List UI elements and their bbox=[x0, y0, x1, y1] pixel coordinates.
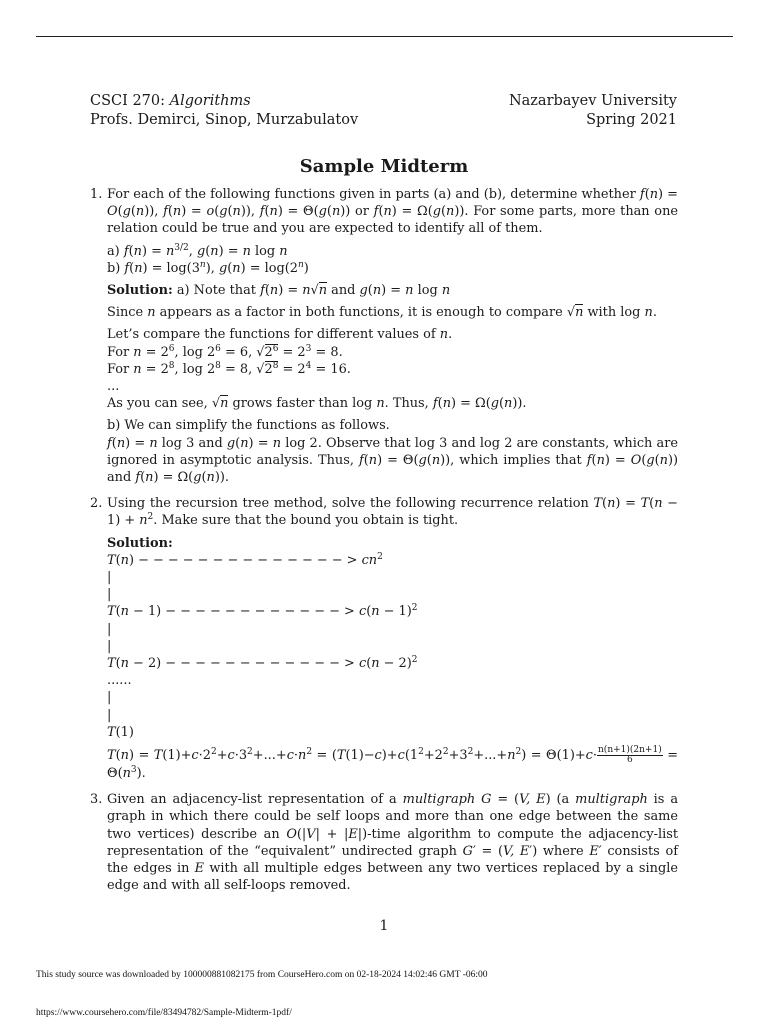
tree-level: T(n) − − − − − − − − − − − − − − > $cn^2$ bbox=[107, 551, 383, 568]
course-header bbox=[90, 92, 358, 130]
tree-level: T(1) bbox=[107, 724, 134, 740]
tree-level: T(n − 1) − − − − − − − − − − − − > $c(n - 1)^2$ bbox=[107, 603, 418, 620]
course-name: Algorithms bbox=[169, 93, 251, 109]
tree-edge: | bbox=[107, 707, 112, 723]
question-1 bbox=[90, 186, 678, 486]
question-text: Using the recursion tree method, solve the following recurrence relation $T(n) = T(n - 1) + n^2$. Make sure that the bound you obtain is tight. bbox=[107, 496, 678, 529]
solution-label-text: Solution: bbox=[107, 535, 173, 551]
tree-level: T(n − 2) − − − − − − − − − − − − > $c(n - 2)^2$ bbox=[107, 655, 418, 672]
ellipsis: ... bbox=[107, 379, 120, 395]
solution-text: For $n = 2^6$, $\log 2^6 = 6$, $√2^6 = 2^3 = 8$. bbox=[107, 343, 343, 360]
solution-sum: $T(n) = T(1)+c\cdot 2^2+c\cdot 3^2+...+c\cdot n^2 = (T(1)-c)+c(1^2+2^2+3^2+...+n^2) = \Theta(1)+c\cdot$ $\frac{n(n+1)(2n+1)}{6}$ = $\Theta(n^3)$. bbox=[107, 745, 678, 781]
solution-text: f(n) = n log 3 and g(n) = n log 2. Observe that log 3 and log 2 are constants, which are ignored in asymptotic analysis. Thus, f(n) = Θ(g(n)), which implies that f(n) = O(g(n)) and f(n) = Ω(g(n)). bbox=[107, 435, 679, 486]
institution-header bbox=[509, 92, 677, 130]
course-code: CSCI 270: bbox=[90, 93, 166, 109]
solution-text: For $n = 2^8$, $\log 2^8 = 8$, $√2^8 = 2^4 = 16$. bbox=[107, 360, 351, 377]
download-notice: This study source was downloaded by 100000881082175 from CourseHero.com on 02-18-2024 14:02:46 GMT -06:00 bbox=[36, 970, 488, 980]
solution-label: Solution: bbox=[107, 283, 173, 299]
solution-text: As you can see, √n grows faster than log n. Thus, f(n) = Ω(g(n)). bbox=[107, 396, 527, 412]
tree-edge: | bbox=[107, 638, 112, 654]
tree-edge: | bbox=[107, 621, 112, 637]
solution-text: Since n appears as a factor in both functions, it is enough to compare √n with log n. bbox=[107, 305, 657, 321]
question-2 bbox=[90, 495, 678, 782]
part-a: a) $f(n) = n^{3/2}$, g(n) = n log n bbox=[107, 242, 288, 259]
question-number: 3. bbox=[90, 792, 103, 808]
tree-edge: | bbox=[107, 587, 112, 603]
tree-dots: ...... bbox=[107, 673, 132, 689]
source-url: https://www.coursehero.com/file/83494782/Sample-Midterm-1pdf/ bbox=[36, 1008, 292, 1018]
question-text: For each of the following functions given in parts (a) and (b), determine whether f(n) = O(g(n)), f(n) = o(g(n)), f(n) = Θ(g(n)) or f(n) = Ω(g(n)). For some parts, more than one relation could be true and you are expected to identify all of them. bbox=[107, 187, 679, 237]
solution-a: Solution: a) Note that f(n) = n√n and g(n) = n log n bbox=[107, 283, 451, 299]
term: Spring 2021 bbox=[586, 112, 677, 128]
question-text: Given an adjacency-list representation of a multigraph G = (V, E) (a multigraph is a graph in which there could be self loops and more than one edge between the same two vertices) describe an O(|V| + |E|)-time algorithm to compute the adjacency-list representation of the “equivalent” undirected graph G′ = (V, E′) where E′ consists of the edges in E with all multiple edges between any two vertices replaced by a single edge and with all self-loops removed. bbox=[107, 792, 679, 894]
page-title: Sample Midterm bbox=[299, 156, 469, 177]
solution-text: Let’s compare the functions for different values of n. bbox=[107, 327, 453, 343]
tree-edge: | bbox=[107, 690, 112, 706]
part-b: b) $f(n) = \log(3^n)$, $g(n) = \log(2^n)$ bbox=[107, 259, 309, 276]
professors: Profs. Demirci, Sinop, Murzabulatov bbox=[90, 112, 359, 128]
solution-label bbox=[107, 535, 678, 552]
question-number: 1. bbox=[90, 187, 103, 202]
fraction: $\frac{n(n+1)(2n+1)}{6}$ bbox=[598, 745, 662, 765]
top-rule bbox=[36, 36, 733, 37]
university: Nazarbayev University bbox=[508, 93, 677, 109]
solution-b-heading: b) We can simplify the functions as follows. bbox=[107, 418, 390, 434]
question-3 bbox=[90, 791, 678, 894]
document-body bbox=[90, 186, 678, 903]
page-number: 1 bbox=[379, 918, 389, 934]
tree-edge: | bbox=[107, 570, 112, 586]
question-number: 2. bbox=[90, 496, 103, 512]
